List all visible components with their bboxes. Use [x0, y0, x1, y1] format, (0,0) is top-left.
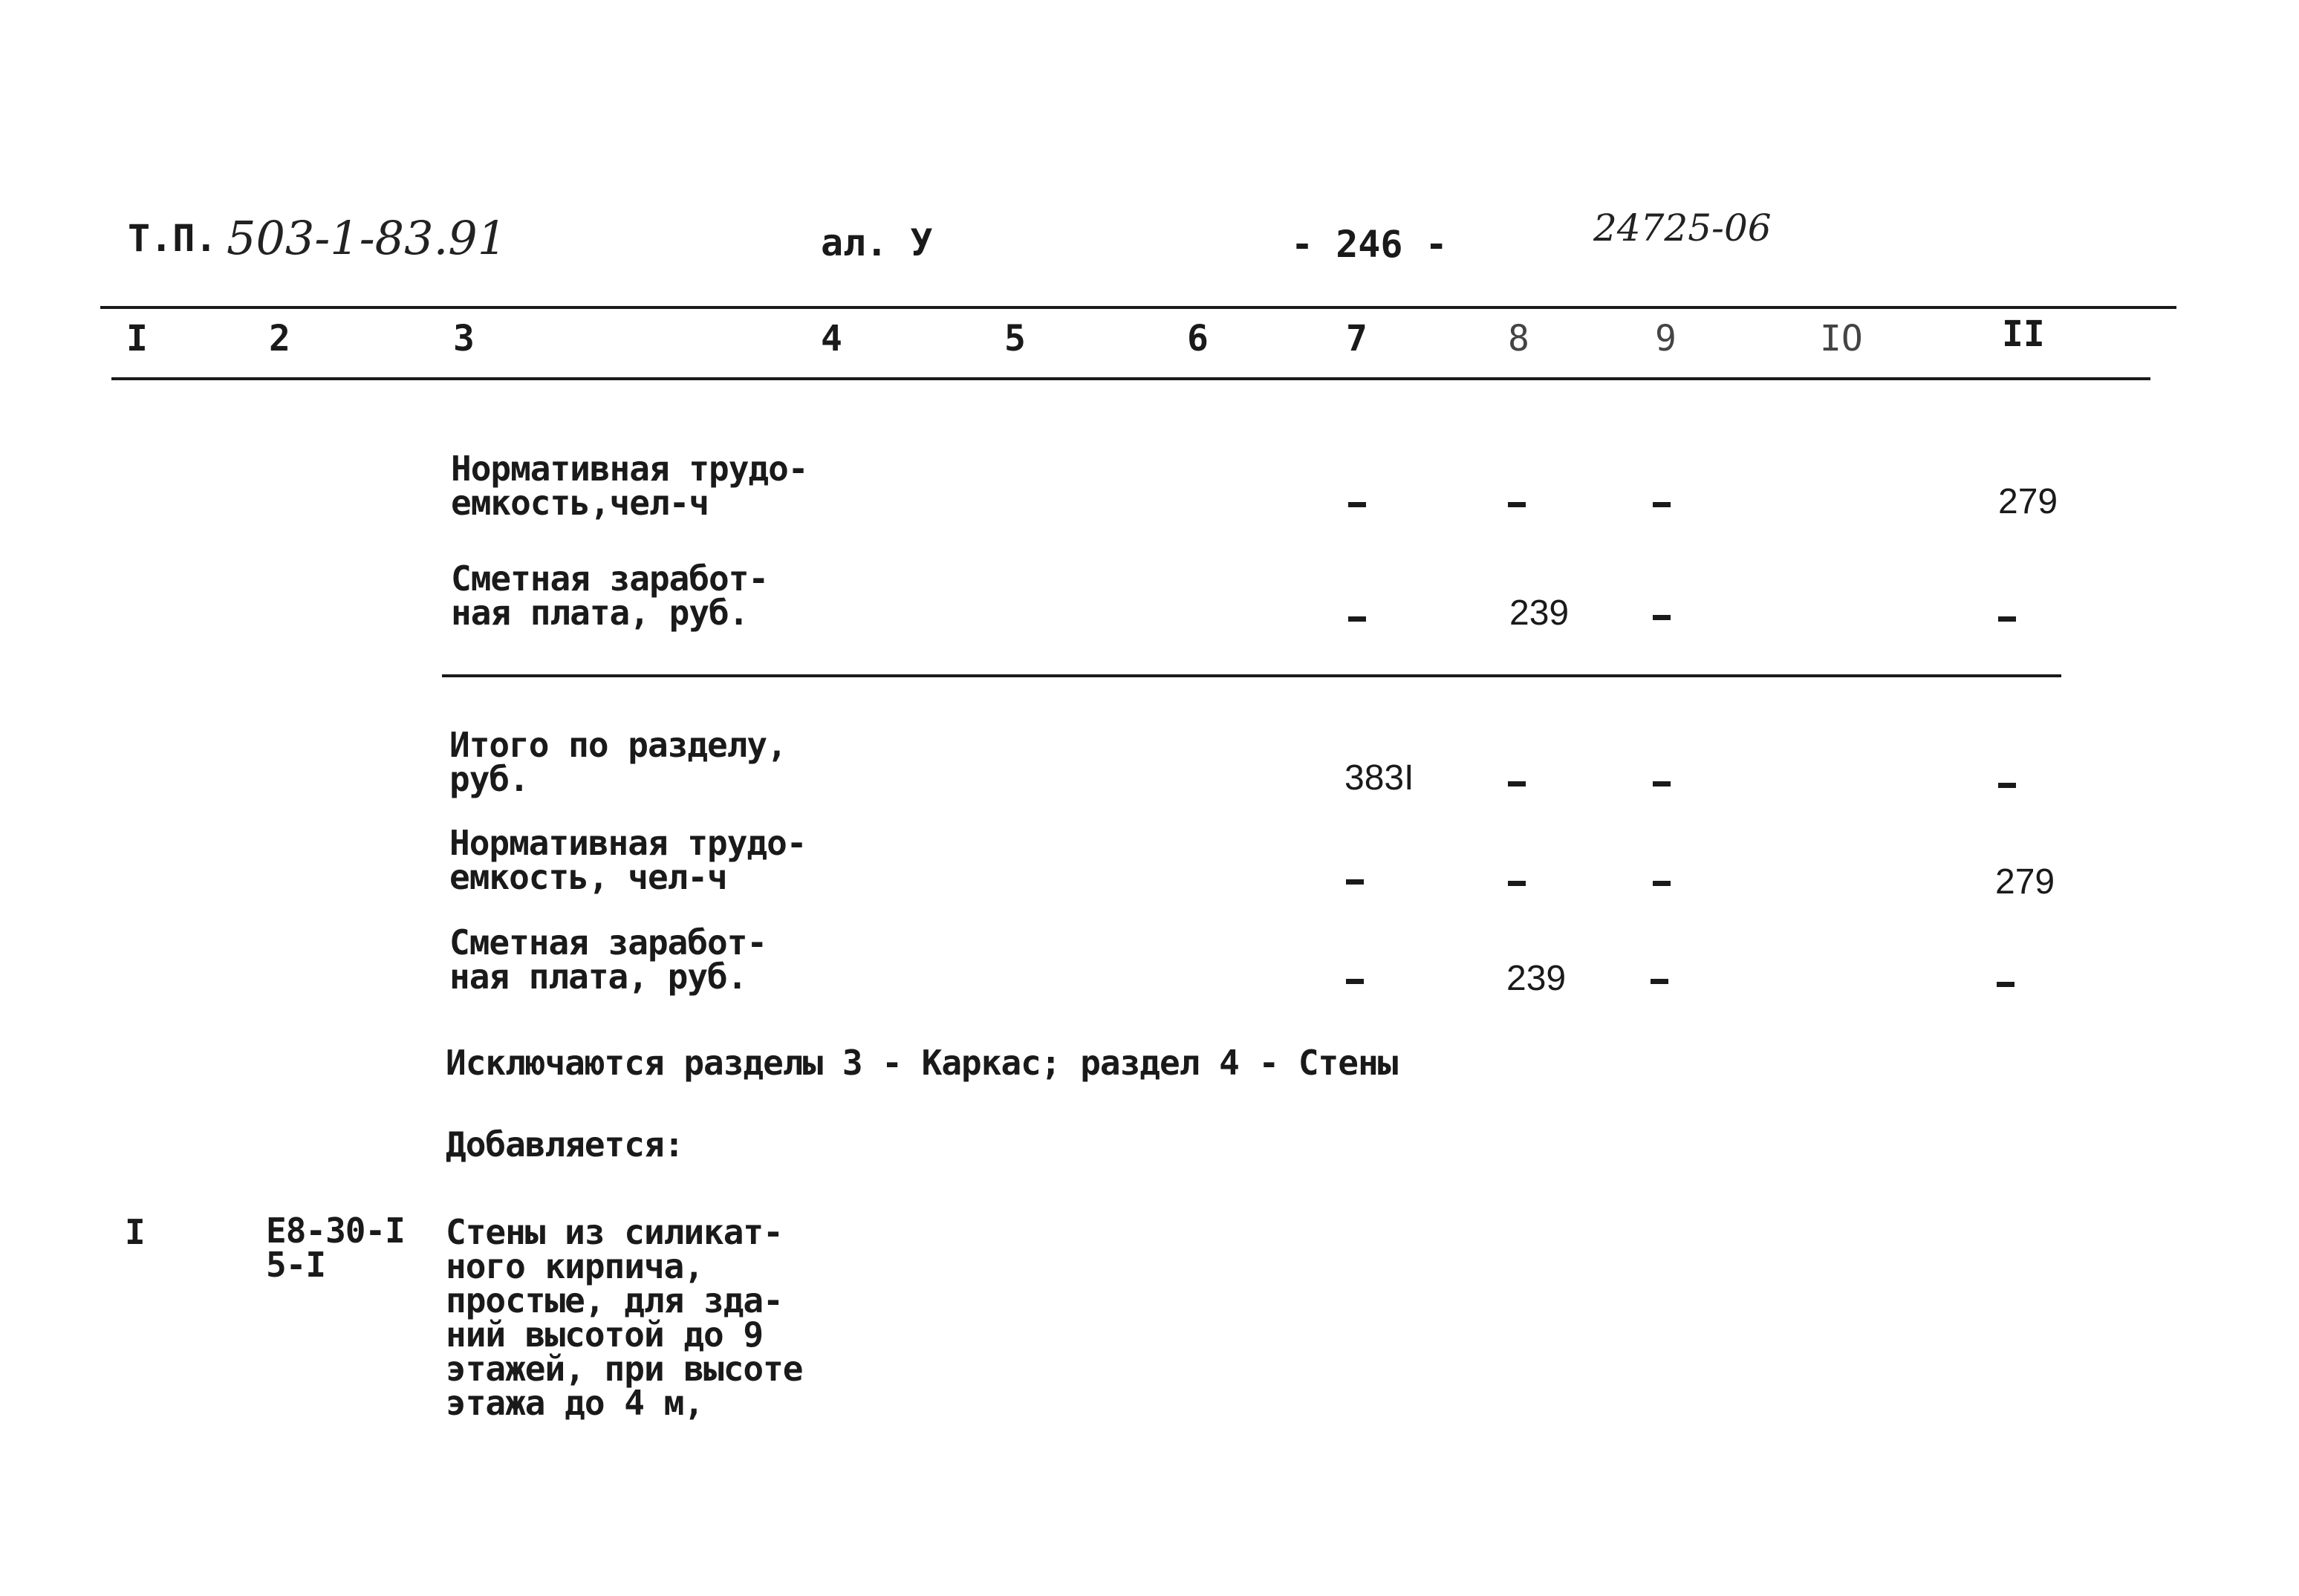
item-code	[266, 1211, 405, 1285]
row-1-col11-value: 279	[1998, 482, 2058, 521]
row-4-label-line1: Нормативная трудо-	[449, 823, 807, 863]
row-4-col11-value: 279	[1995, 862, 2055, 902]
item-desc-line4: ний высотой до 9	[446, 1315, 764, 1355]
row-1-col7-dash	[1348, 502, 1366, 507]
col-header-2: 2	[269, 318, 290, 359]
header-top-rule	[100, 306, 2176, 309]
row-5-col8-value: 239	[1506, 959, 1567, 998]
row-3-col11-dash	[1998, 783, 2016, 788]
item-code-line1: Е8-30-I	[266, 1211, 405, 1251]
row-5-label	[449, 922, 767, 997]
page-number: - 246 -	[1291, 223, 1448, 266]
row-4-label	[449, 823, 807, 897]
row-5-label-line1: Сметная заработ-	[449, 922, 767, 963]
row-3-label-line1: Итого по разделу,	[449, 725, 787, 765]
row-3-label	[449, 725, 787, 799]
section-divider	[442, 674, 2061, 677]
row-5-col7-dash	[1346, 979, 1364, 984]
inventory-number: 24725-06	[1593, 206, 1772, 250]
row-2-label-line1: Сметная заработ-	[451, 558, 769, 599]
row-5-col11-dash	[1997, 982, 2015, 987]
col-header-3: 3	[453, 318, 475, 359]
item-code-line2: 5-I	[266, 1245, 326, 1285]
item-desc-line6: этажа до 4 м,	[446, 1383, 704, 1423]
row-2-col11-dash	[1998, 616, 2016, 622]
col-header-1: I	[126, 318, 148, 359]
album-label: ал. У	[821, 221, 933, 264]
note-excluded-sections: Исключаются разделы 3 - Каркас; раздел 4 - Стены	[446, 1043, 1398, 1083]
col-header-8: 8	[1508, 318, 1529, 359]
row-3-col7-value: 383I	[1344, 758, 1414, 798]
row-1-label-line1: Нормативная трудо-	[451, 449, 808, 489]
row-1-label	[451, 449, 808, 523]
doc-prefix: Т.П.	[128, 217, 218, 260]
item-desc-line1: Стены из силикат-	[446, 1212, 783, 1252]
row-1-col9-dash	[1653, 502, 1671, 507]
col-header-4: 4	[821, 318, 842, 359]
item-desc-line5: этажей, при высоте	[446, 1349, 803, 1389]
row-3-label-line2: руб.	[449, 759, 529, 799]
row-2-label	[451, 558, 769, 633]
row-5-col9-dash	[1651, 979, 1668, 984]
row-3-col9-dash	[1653, 781, 1671, 786]
item-number: I	[125, 1212, 145, 1252]
header-bottom-rule	[111, 377, 2150, 380]
col-header-6: 6	[1187, 318, 1209, 359]
row-2-col7-dash	[1348, 616, 1366, 622]
item-description	[446, 1212, 803, 1423]
row-1-label-line2: емкость,чел-ч	[451, 483, 709, 523]
col-header-5: 5	[1004, 318, 1026, 359]
row-2-col9-dash	[1653, 615, 1671, 620]
row-4-col8-dash	[1508, 881, 1526, 886]
row-2-label-line2: ная плата, руб.	[451, 593, 749, 633]
row-1-col8-dash	[1508, 502, 1526, 507]
project-code: 503-1-83.91	[227, 211, 507, 265]
item-desc-line3: простые, для зда-	[446, 1280, 783, 1320]
item-desc-line2: ного кирпича,	[446, 1246, 704, 1286]
row-2-col8-value: 239	[1509, 593, 1570, 633]
row-5-label-line2: ная плата, руб.	[449, 957, 747, 997]
row-4-label-line2: емкость, чел-ч	[449, 857, 727, 897]
col-header-11: II	[2002, 313, 2045, 355]
note-added: Добавляется:	[446, 1124, 684, 1165]
row-3-col8-dash	[1508, 781, 1526, 786]
row-4-col7-dash	[1346, 879, 1364, 885]
col-header-7: 7	[1346, 318, 1368, 359]
row-4-col9-dash	[1653, 881, 1671, 886]
col-header-10: IO	[1820, 318, 1863, 359]
col-header-9: 9	[1655, 318, 1677, 359]
